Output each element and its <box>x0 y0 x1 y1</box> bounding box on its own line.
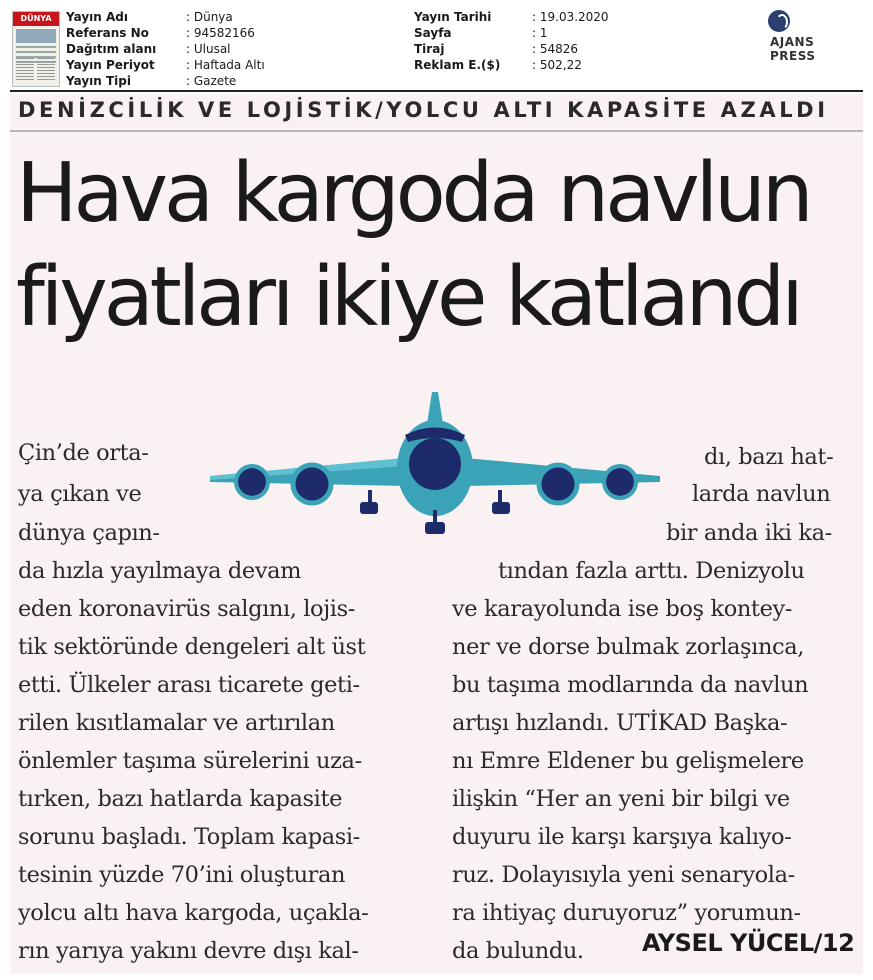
ajans-press-logo <box>768 10 863 63</box>
meta-value-circulation: : 54826 <box>532 42 579 56</box>
article-kicker: DENİZCİLİK VE LOJİSTİK/YOLCU ALTI KAPASİTE AZALDI <box>18 98 829 122</box>
agency-name: AJANS PRESS <box>770 35 816 63</box>
meta-row-type <box>66 73 131 89</box>
meta-value-ad-equivalent: : 502,22 <box>532 58 582 72</box>
meta-row-reference <box>66 25 149 41</box>
body-line: ra ihtiyaç duruyoruz” yorumun- <box>452 900 801 926</box>
body-line: tırken, bazı hatlarda kapasite <box>18 786 343 812</box>
body-line: dı, bazı hat- <box>704 444 834 470</box>
body-line: artışı hızlandı. UTİKAD Başka- <box>452 710 788 736</box>
thumbnail-masthead: DÜNYA <box>13 12 59 26</box>
meta-value-reference: : 94582166 <box>186 26 255 40</box>
body-line: yolcu altı hava kargoda, uçakla- <box>18 900 369 926</box>
body-line: tından fazla arttı. Denizyolu <box>498 558 805 584</box>
meta-row-period <box>66 57 155 73</box>
meta-label: Yayın Adı <box>66 10 128 24</box>
body-line: ner ve dorse bulmak zorlaşınca, <box>452 634 805 660</box>
article-byline: AYSEL YÜCEL/12 <box>642 929 855 957</box>
meta-value-publication: : Dünya <box>186 10 233 24</box>
body-line: nı Emre Eldener bu gelişmelere <box>452 748 804 774</box>
body-line: tesinin yüzde 70’ini oluşturan <box>18 862 346 888</box>
body-line: duyuru ile karşı karşıya kalıyo- <box>452 824 792 850</box>
article-headline <box>16 142 810 350</box>
meta-row-page <box>414 25 452 41</box>
meta-row-date <box>414 9 491 25</box>
body-line: sorunu başladı. Toplam kapasi- <box>18 824 360 850</box>
meta-label: Sayfa <box>414 26 452 40</box>
body-line: önlemler taşıma sürelerini uza- <box>18 748 362 774</box>
body-line: ruz. Dolayısıyla yeni senaryola- <box>452 862 795 888</box>
meta-value-page: : 1 <box>532 26 548 40</box>
airplane-icon <box>200 390 670 550</box>
body-line: larda navlun <box>692 481 831 507</box>
body-line: dünya çapın- <box>18 520 160 546</box>
meta-value-date: : 19.03.2020 <box>532 10 609 24</box>
meta-label: Dağıtım alanı <box>66 42 157 56</box>
clipping-metadata-header <box>0 0 873 92</box>
body-line: rilen kısıtlamalar ve artırılan <box>18 710 335 736</box>
body-line: bu taşıma modlarında da navlun <box>452 672 809 698</box>
ajans-press-logo-icon <box>768 10 790 32</box>
headline-line: Hava kargoda navlun <box>16 146 810 241</box>
body-line: ve karayolunda ise boş kontey- <box>452 596 793 622</box>
meta-label: Tiraj <box>414 42 445 56</box>
meta-label: Reklam E.($) <box>414 58 501 72</box>
body-line: ya çıkan ve <box>18 481 142 507</box>
body-line: etti. Ülkeler arası ticarete geti- <box>18 672 360 698</box>
meta-value-period: : Haftada Altı <box>186 58 265 72</box>
body-line: ilişkin “Her an yeni bir bilgi ve <box>452 786 790 812</box>
body-line: rın yarıya yakını devre dışı kal- <box>18 938 359 964</box>
meta-row-publication <box>66 9 128 25</box>
newspaper-clipping <box>10 94 863 974</box>
meta-row-ad-equivalent <box>414 57 500 73</box>
meta-label: Yayın Periyot <box>66 58 155 72</box>
kicker-divider <box>10 130 863 132</box>
meta-label: Referans No <box>66 26 149 40</box>
meta-value-distribution: : Ulusal <box>186 42 231 56</box>
body-line: da hızla yayılmaya devam <box>18 558 302 584</box>
body-line: tik sektöründe dengeleri alt üst <box>18 634 366 660</box>
newspaper-thumbnail[interactable] <box>12 11 60 87</box>
meta-label: Yayın Tipi <box>66 74 131 88</box>
meta-value-type: : Gazete <box>186 74 237 88</box>
meta-label: Yayın Tarihi <box>414 10 492 24</box>
body-line: Çin’de orta- <box>18 440 149 466</box>
headline-line: fiyatları ikiye katlandı <box>16 250 800 345</box>
body-line: da bulundu. <box>452 938 584 964</box>
meta-row-distribution <box>66 41 156 57</box>
body-line: eden koronavirüs salgını, lojis- <box>18 596 355 622</box>
header-divider <box>10 90 863 92</box>
meta-row-circulation <box>414 41 444 57</box>
body-line: bir anda iki ka- <box>666 520 832 546</box>
